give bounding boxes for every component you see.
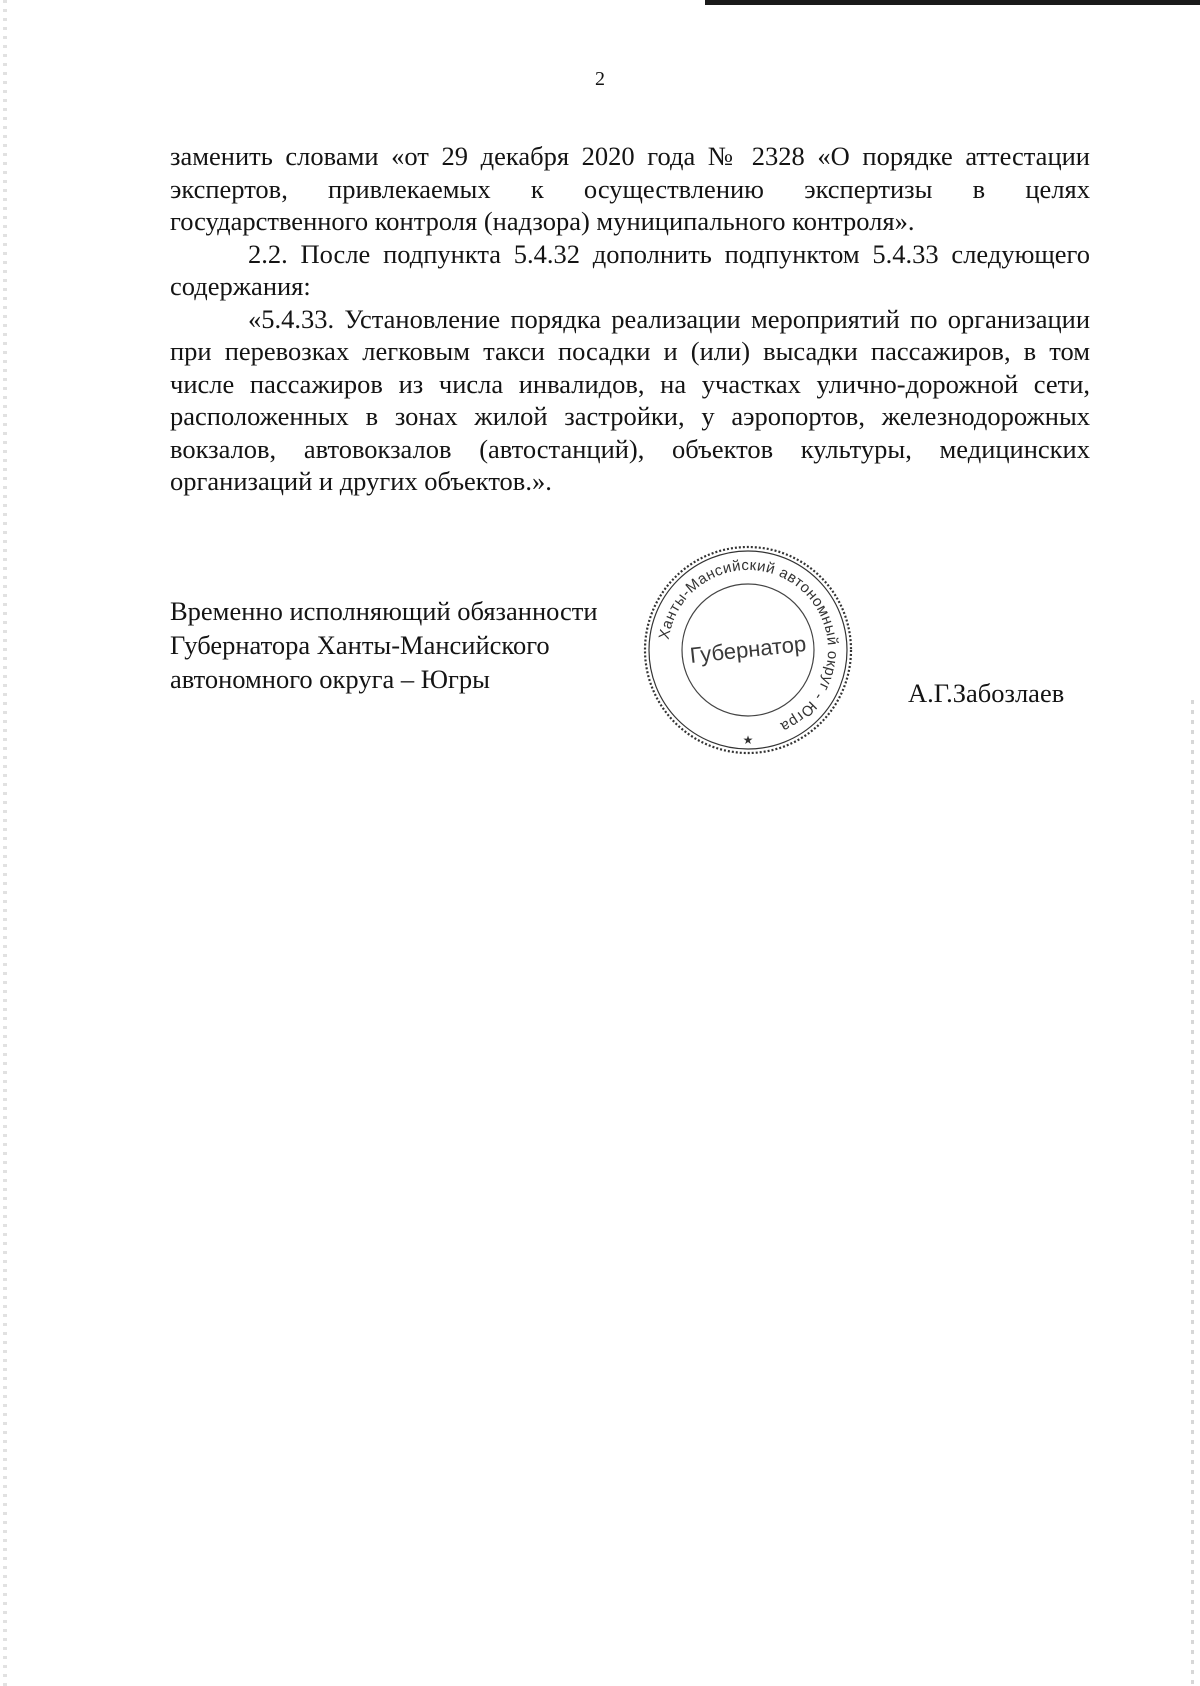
document-body [170,140,1090,498]
paragraph-3: «5.4.33. Установление порядка реализации мероприятий по организации при перевозках легковым такси посадки и (или) высадки пассажиров, в том числе пассажиров из числа инвалидов, на участках улично-дорожной сети, расположенных в зонах жилой застройки, у аэропортов, железнодорожных вокзалов, автовокзалов (автостанций), объектов культуры, медицинских организаций и других объектов.». [170,303,1090,496]
seal-center-text: Губернатор [688,630,808,669]
signatory-position-line-2: Губернатора Ханты-Мансийского [170,630,550,660]
page-number: 2 [595,68,605,90]
signatory-position-line-1: Временно исполняющий обязанности [170,596,598,626]
signatory-name: А.Г.Забозлаев [908,678,1065,708]
official-seal [638,540,858,760]
seal-star-icon: ★ [742,733,754,747]
paragraph-2: 2.2. После подпункта 5.4.32 дополнить подпунктом 5.4.33 следующего содержания: [170,238,1090,301]
scan-artifact-left-edge [3,0,7,1686]
scan-artifact-top-bar [705,0,1200,5]
paragraph-1: заменить словами «от 29 декабря 2020 года № 2328 «О порядке аттестации экспертов, привлекаемых к осуществлению экспертизы в целях государственного контроля (надзора) муниципального контроля». [170,141,1090,236]
seal-ring-textpath: Ханты-Мансийский автономный округ - Югра [655,556,842,736]
signatory-position [170,594,650,696]
scan-artifact-right-edge [1191,700,1194,1686]
signatory-position-line-3: автономного округа – Югры [170,664,490,694]
seal-graphic [638,540,858,760]
